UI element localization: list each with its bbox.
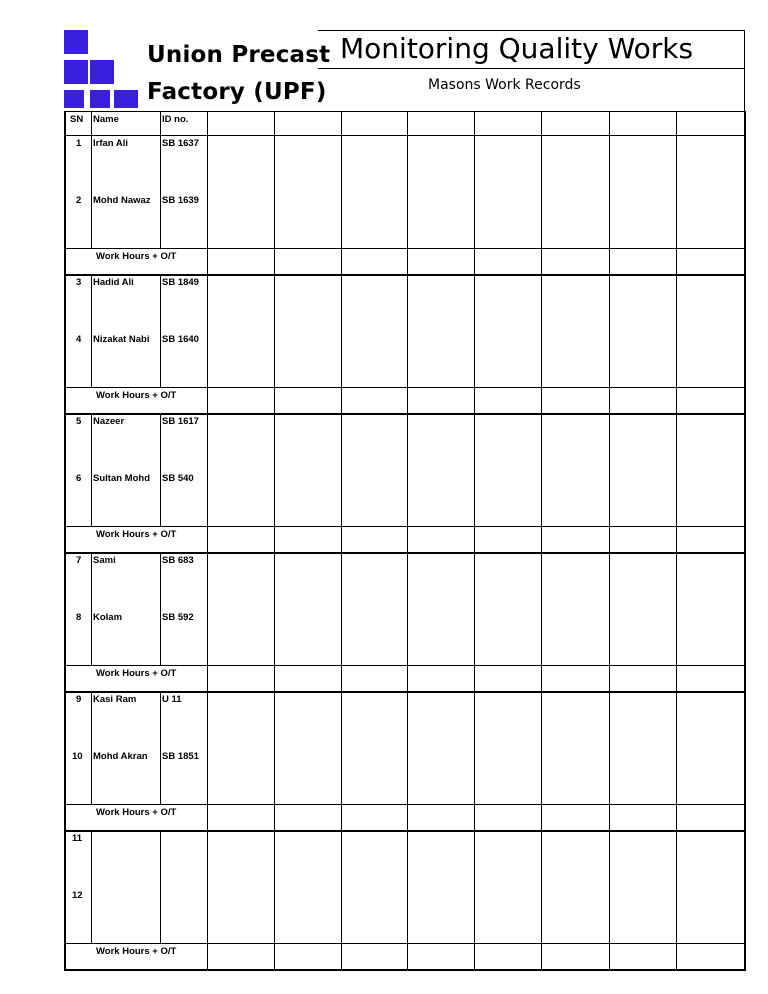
group-divider xyxy=(64,969,744,971)
row-name: Kolam xyxy=(93,612,123,623)
work-hours-divider xyxy=(64,804,744,805)
group-divider xyxy=(64,691,744,693)
column-divider xyxy=(160,274,161,387)
work-hours-label: Work Hours + O/T xyxy=(96,946,177,957)
header-divider xyxy=(64,135,744,136)
column-header-sn: SN xyxy=(70,114,84,125)
column-divider xyxy=(609,111,610,971)
company-name-line2: Factory (UPF) xyxy=(147,79,327,105)
column-divider xyxy=(91,135,92,248)
row-id: SB 1851 xyxy=(162,751,199,762)
page-title: Monitoring Quality Works xyxy=(340,32,694,65)
page-subtitle: Masons Work Records xyxy=(428,77,581,93)
table-top-border xyxy=(64,111,744,112)
group-divider xyxy=(64,274,744,276)
column-divider xyxy=(91,691,92,804)
row-name: Nizakat Nabi xyxy=(93,334,150,345)
row-id: SB 1640 xyxy=(162,334,199,345)
group-divider xyxy=(64,413,744,415)
table-side-border xyxy=(744,111,746,971)
column-divider xyxy=(207,111,208,971)
row-sn: 1 xyxy=(76,138,82,149)
column-divider xyxy=(541,111,542,971)
column-divider xyxy=(676,111,677,971)
work-hours-divider xyxy=(64,248,744,249)
column-divider xyxy=(91,111,92,135)
row-name: Kasi Ram xyxy=(93,694,137,705)
row-name: Sami xyxy=(93,555,116,566)
row-sn: 11 xyxy=(72,833,83,844)
row-id: SB 1617 xyxy=(162,416,199,427)
row-name: Sultan Mohd xyxy=(93,473,150,484)
column-divider xyxy=(474,111,475,971)
column-divider xyxy=(91,413,92,526)
column-divider xyxy=(91,552,92,665)
work-hours-divider xyxy=(64,665,744,666)
row-sn: 5 xyxy=(76,416,82,427)
group-divider xyxy=(64,830,744,832)
work-hours-label: Work Hours + O/T xyxy=(96,529,177,540)
row-name: Nazeer xyxy=(93,416,125,427)
row-name: Mohd Nawaz xyxy=(93,195,151,206)
row-name: Irfan Ali xyxy=(93,138,129,149)
column-divider xyxy=(160,552,161,665)
row-id: SB 1639 xyxy=(162,195,199,206)
column-header-name: Name xyxy=(93,114,119,125)
title-divider xyxy=(318,68,744,69)
table-side-border xyxy=(64,111,66,971)
row-name: Hadid Ali xyxy=(93,277,134,288)
row-sn: 4 xyxy=(76,334,82,345)
work-hours-divider xyxy=(64,387,744,388)
row-id: SB 1637 xyxy=(162,138,199,149)
row-sn: 2 xyxy=(76,195,82,206)
row-sn: 9 xyxy=(76,694,82,705)
row-sn: 12 xyxy=(72,890,83,901)
company-logo xyxy=(64,30,140,108)
row-id: U 11 xyxy=(162,694,182,705)
column-divider xyxy=(160,135,161,248)
work-hours-divider xyxy=(64,526,744,527)
column-divider xyxy=(91,830,92,943)
column-divider xyxy=(341,111,342,971)
mason-records-table xyxy=(64,111,744,971)
row-sn: 8 xyxy=(76,612,82,623)
column-divider xyxy=(160,691,161,804)
work-hours-label: Work Hours + O/T xyxy=(96,251,177,262)
company-name-line1: Union Precast xyxy=(147,42,331,68)
column-divider xyxy=(407,111,408,971)
row-id: SB 540 xyxy=(162,473,194,484)
column-header-id: ID no. xyxy=(162,114,189,125)
row-id: SB 592 xyxy=(162,612,194,623)
column-divider xyxy=(160,830,161,943)
row-sn: 3 xyxy=(76,277,82,288)
work-hours-label: Work Hours + O/T xyxy=(96,390,177,401)
column-divider xyxy=(91,274,92,387)
row-sn: 10 xyxy=(72,751,83,762)
column-divider xyxy=(160,413,161,526)
column-divider xyxy=(160,111,161,135)
row-sn: 7 xyxy=(76,555,82,566)
row-name: Mohd Akran xyxy=(93,751,148,762)
row-sn: 6 xyxy=(76,473,82,484)
column-divider xyxy=(274,111,275,971)
row-id: SB 1849 xyxy=(162,277,199,288)
work-hours-label: Work Hours + O/T xyxy=(96,668,177,679)
work-hours-label: Work Hours + O/T xyxy=(96,807,177,818)
row-id: SB 683 xyxy=(162,555,194,566)
work-hours-divider xyxy=(64,943,744,944)
group-divider xyxy=(64,552,744,554)
